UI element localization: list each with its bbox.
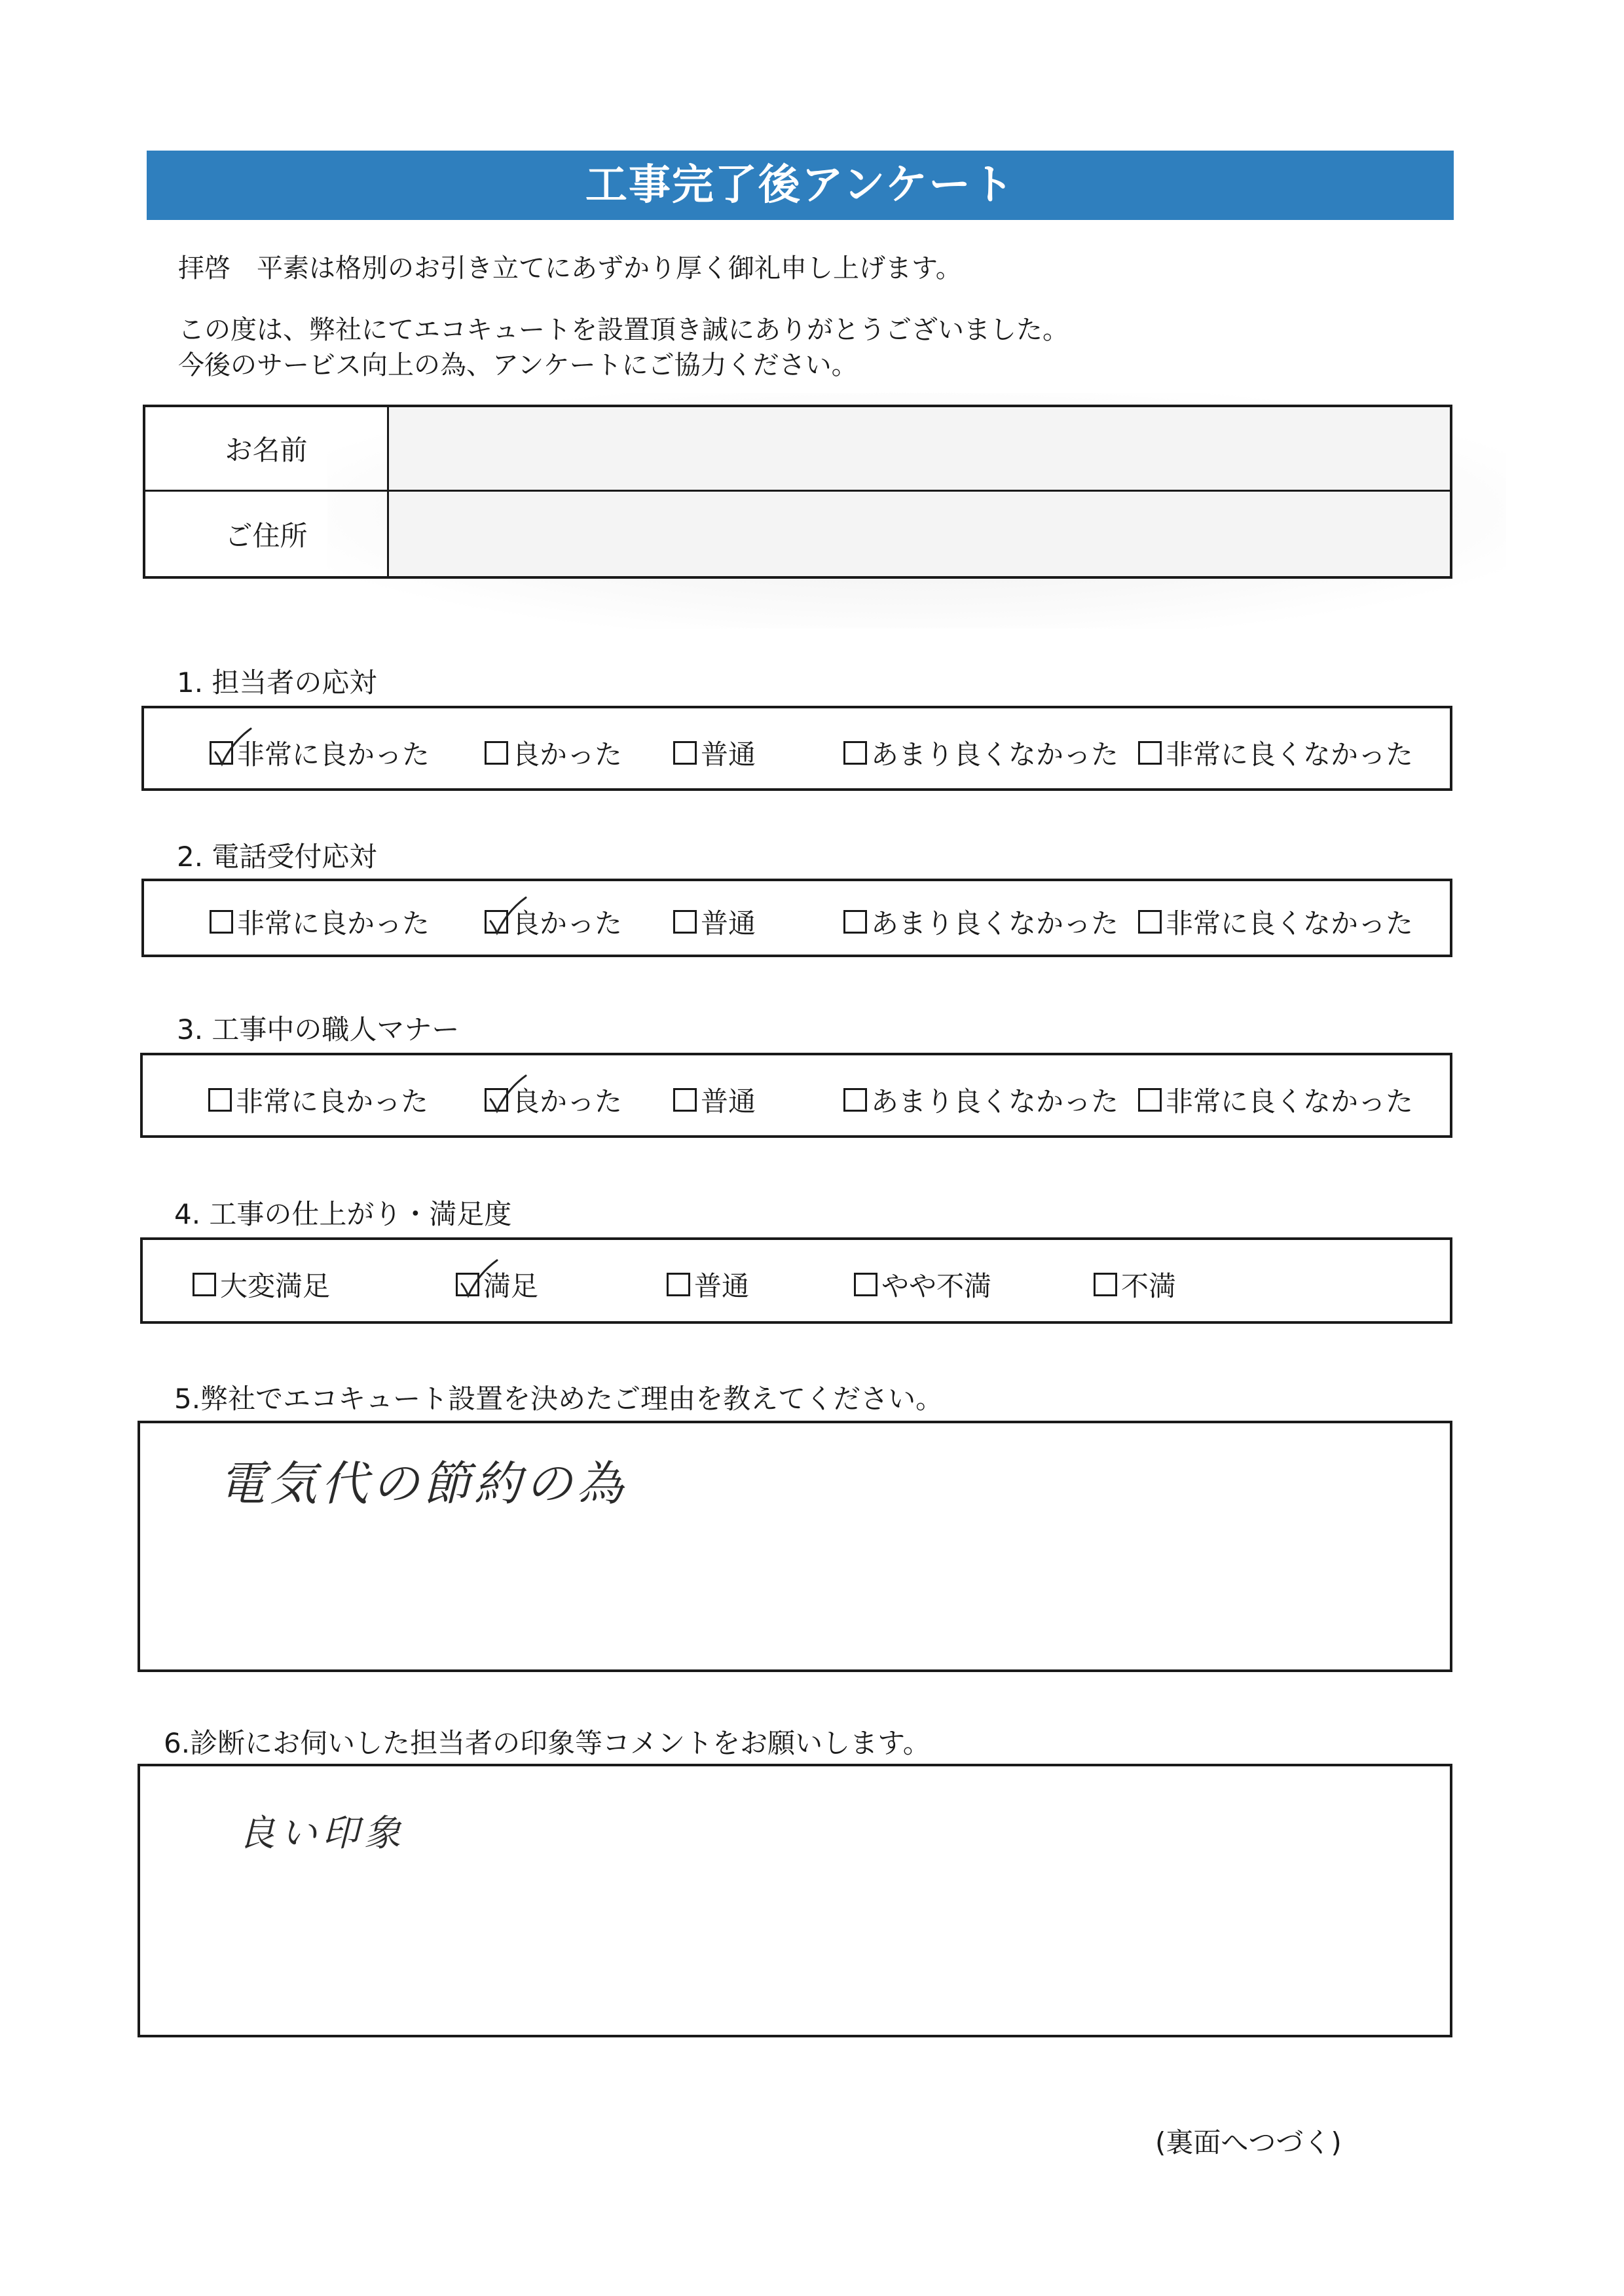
address-row (145, 492, 1450, 576)
option-label: あまり良くなかった (871, 907, 1119, 939)
q4-option-3[interactable] (854, 1265, 991, 1304)
q3-option-3[interactable] (843, 1080, 1118, 1120)
q3-option-0[interactable] (208, 1080, 428, 1120)
option-label: 不満 (1121, 1270, 1177, 1302)
q4-option-2[interactable] (667, 1265, 749, 1304)
q1-option-1[interactable] (485, 733, 622, 773)
checkbox[interactable] (456, 1273, 479, 1296)
q1-option-3[interactable] (843, 733, 1118, 773)
checkbox[interactable] (208, 1088, 232, 1112)
q5-answer-box[interactable] (138, 1421, 1452, 1672)
q2-option-4[interactable] (1138, 902, 1413, 941)
q1-option-0[interactable] (210, 733, 430, 773)
q1-option-2[interactable] (673, 733, 756, 773)
checkbox[interactable] (1138, 1088, 1162, 1112)
thanks-line: この度は、弊社にてエコキュートを設置頂き誠にありがとうございました。 (178, 315, 1069, 345)
option-label: 普通 (701, 738, 756, 771)
option-label: 非常に良くなかった (1166, 738, 1414, 771)
option-label: 非常に良かった (236, 1085, 429, 1118)
checkbox[interactable] (843, 910, 867, 934)
option-label: 満足 (483, 1270, 539, 1302)
checkbox[interactable] (210, 910, 233, 934)
q1-options-box (141, 706, 1452, 791)
request-line: 今後のサービス向上の為、アンケートにご協力ください。 (178, 350, 858, 380)
continued-on-back-note: (裏面へつづく) (1155, 2126, 1342, 2159)
q1-heading: 1. 担当者の応対 (177, 666, 377, 699)
checkbox[interactable] (843, 1088, 867, 1112)
checkbox[interactable] (210, 741, 233, 765)
q2-heading: 2. 電話受付応対 (177, 841, 377, 873)
check-mark-icon (459, 1258, 498, 1298)
option-label: 普通 (701, 1085, 756, 1118)
q2-option-1[interactable] (485, 902, 622, 941)
q3-heading: 3. 工事中の職人マナー (177, 1013, 460, 1046)
check-mark-icon (488, 1073, 527, 1114)
option-label: 非常に良かった (237, 907, 430, 939)
option-label: 普通 (694, 1270, 750, 1302)
option-label: 良かった (512, 738, 623, 771)
option-label: 非常に良かった (237, 738, 430, 771)
checkbox[interactable] (193, 1273, 216, 1296)
checkbox[interactable] (673, 741, 697, 765)
customer-info-table (143, 405, 1452, 579)
q3-option-4[interactable] (1138, 1080, 1413, 1120)
checkbox[interactable] (854, 1273, 877, 1296)
q5-heading: 5.弊社でエコキュート設置を決めたご理由を教えてください。 (174, 1383, 944, 1415)
q2-options-box (141, 879, 1452, 957)
checkbox[interactable] (485, 910, 508, 934)
q5-handwritten-answer: 電気代の節約の為 (219, 1456, 628, 1511)
option-label: 普通 (701, 907, 756, 939)
q4-option-1[interactable] (456, 1265, 538, 1304)
q3-option-2[interactable] (673, 1080, 756, 1120)
q4-option-4[interactable] (1094, 1265, 1176, 1304)
checkbox[interactable] (1138, 741, 1162, 765)
name-field[interactable] (389, 407, 1450, 490)
checkbox[interactable] (1094, 1273, 1117, 1296)
q6-handwritten-answer: 良い印象 (238, 1812, 406, 1855)
q4-option-0[interactable] (193, 1265, 330, 1304)
q4-heading: 4. 工事の仕上がり・満足度 (174, 1198, 512, 1230)
name-label: お名前 (145, 407, 389, 490)
q2-option-2[interactable] (673, 902, 756, 941)
q2-option-0[interactable] (210, 902, 430, 941)
option-label: 大変満足 (220, 1270, 331, 1302)
greeting-line: 拝啓 平素は格別のお引き立てにあずかり厚く御礼申し上げます。 (178, 253, 962, 283)
checkbox[interactable] (485, 741, 508, 765)
checkbox[interactable] (485, 1088, 508, 1112)
checkbox[interactable] (673, 1088, 697, 1112)
option-label: 良かった (512, 907, 623, 939)
q3-option-1[interactable] (485, 1080, 622, 1120)
option-label: やや不満 (881, 1270, 992, 1302)
name-row (145, 407, 1450, 492)
checkbox[interactable] (673, 910, 697, 934)
q2-option-3[interactable] (843, 902, 1118, 941)
checkbox[interactable] (843, 741, 867, 765)
option-label: 非常に良くなかった (1166, 907, 1414, 939)
q4-options-box (140, 1237, 1452, 1324)
option-label: あまり良くなかった (871, 1085, 1119, 1118)
check-mark-icon (488, 895, 527, 936)
option-label: 非常に良くなかった (1166, 1085, 1414, 1118)
survey-title: 工事完了後アンケート (147, 151, 1454, 220)
option-label: あまり良くなかった (871, 738, 1119, 771)
q3-options-box (140, 1053, 1452, 1138)
q6-heading: 6.診断にお伺いした担当者の印象等コメントをお願いします。 (164, 1727, 931, 1759)
check-mark-icon (213, 726, 252, 767)
checkbox[interactable] (667, 1273, 690, 1296)
q6-answer-box[interactable] (138, 1764, 1452, 2037)
address-label: ご住所 (145, 492, 389, 576)
checkbox[interactable] (1138, 910, 1162, 934)
address-field[interactable] (389, 492, 1450, 576)
option-label: 良かった (512, 1085, 623, 1118)
q1-option-4[interactable] (1138, 733, 1413, 773)
